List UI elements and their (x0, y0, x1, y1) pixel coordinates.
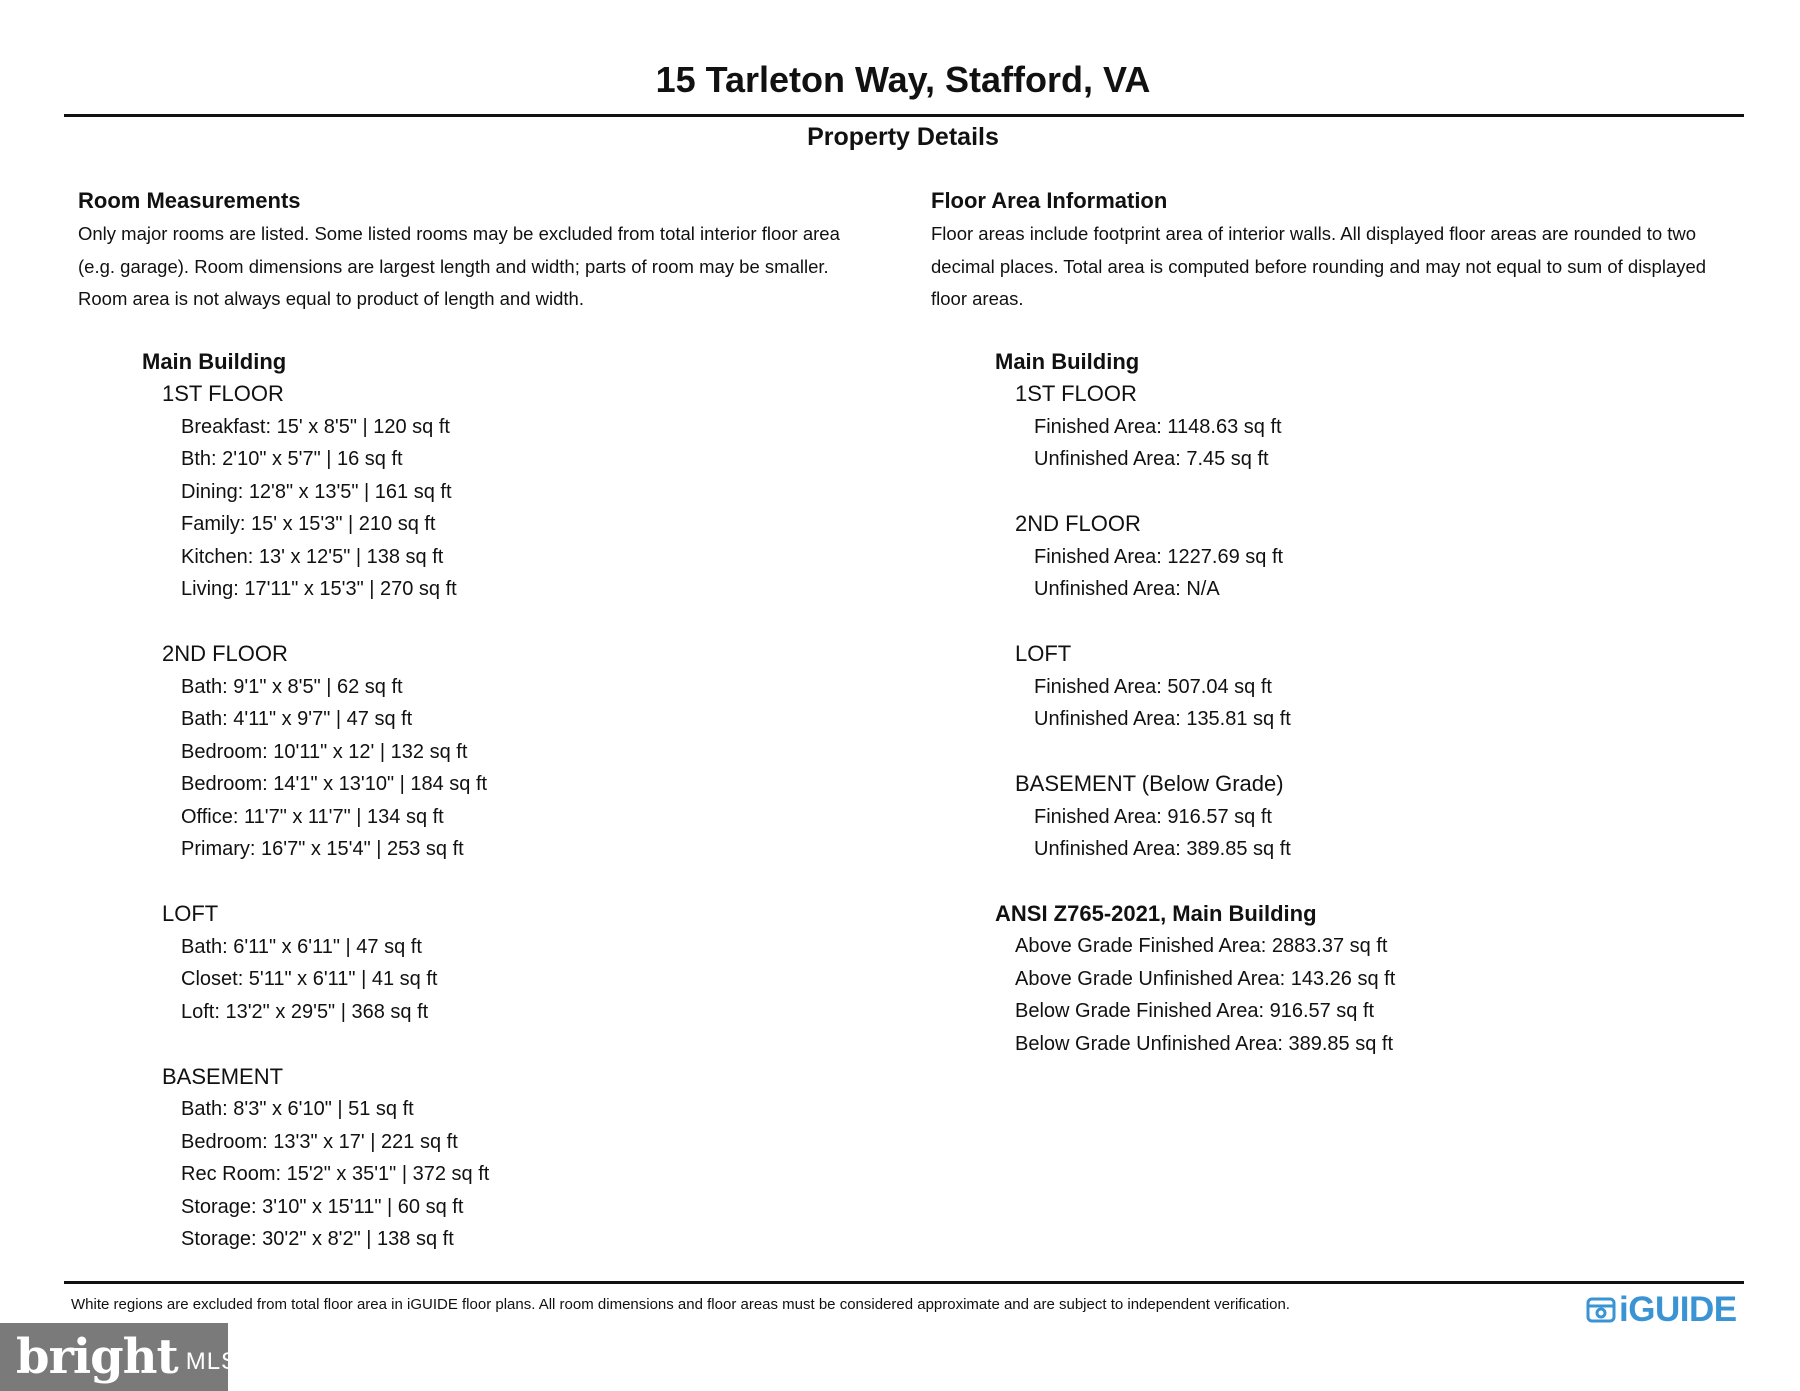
finished-area-entry: Finished Area: 1227.69 sq ft (1034, 545, 1284, 568)
room-entry: Primary: 16'7" x 15'4" | 253 sq ft (181, 838, 464, 860)
room-entry: Breakfast: 15' x 8'5" | 120 sq ft (181, 415, 450, 438)
area-floor-group (931, 768, 1761, 866)
building-name: Main Building (995, 348, 1140, 374)
room-entry: Bath: 8'3" x 6'10" | 51 sq ft (181, 1098, 414, 1120)
bright-mls-watermark (0, 1323, 239, 1391)
floor-name: 1ST FLOOR (162, 381, 284, 406)
ansi-list (931, 930, 1761, 1060)
footer-disclaimer: White regions are excluded from total floor area in iGUIDE floor plans. All room dimensions and floor areas must be considered approximate and are subject to independent verification. (71, 1296, 1290, 1313)
floor-name: 2ND FLOOR (1015, 511, 1141, 536)
ansi-entry: Above Grade Unfinished Area: 143.26 sq ft (1015, 967, 1396, 990)
room-measurements-description (78, 218, 888, 316)
page-subtitle: Property Details (807, 123, 999, 151)
description-line: (e.g. garage). Room dimensions are largest length and width; parts of room may be smaller. (78, 255, 829, 277)
floor-name: 2ND FLOOR (162, 641, 288, 666)
floor-area-description (931, 218, 1761, 316)
area-floor-group (931, 378, 1761, 476)
floor-name: BASEMENT (Below Grade) (1015, 771, 1284, 796)
description-line: floor areas. (931, 288, 1024, 309)
room-entry: Closet: 5'11" x 6'11" | 41 sq ft (181, 968, 438, 990)
floor-name: BASEMENT (162, 1063, 284, 1089)
description-line: Floor areas include footprint area of interior walls. All displayed floor areas are rounded to two (931, 223, 1697, 244)
room-list (78, 931, 888, 1029)
mls-wordmark: MLS (185, 1348, 239, 1375)
floor-name: LOFT (1015, 641, 1072, 666)
room-floor-group (78, 1061, 888, 1256)
room-entry: Storage: 30'2" x 8'2" | 138 sq ft (181, 1228, 454, 1250)
iguide-wordmark: iGUIDE (1619, 1290, 1737, 1329)
finished-area-entry: Finished Area: 507.04 sq ft (1034, 675, 1272, 698)
area-floor-group (931, 638, 1761, 736)
finished-area-entry: Finished Area: 916.57 sq ft (1034, 805, 1272, 828)
room-floor-group (78, 378, 888, 606)
floor-name: LOFT (162, 901, 219, 926)
room-entry: Storage: 3'10" x 15'11" | 60 sq ft (181, 1195, 464, 1218)
room-entry: Bth: 2'10" x 5'7" | 16 sq ft (181, 448, 403, 470)
iguide-camera-icon (1586, 1295, 1616, 1325)
room-entry: Living: 17'11" x 15'3" | 270 sq ft (181, 578, 457, 600)
ansi-entry: Below Grade Finished Area: 916.57 sq ft (1015, 1000, 1375, 1022)
unfinished-area-entry: Unfinished Area: N/A (1034, 578, 1220, 600)
room-entry: Loft: 13'2" x 29'5" | 368 sq ft (181, 1000, 429, 1023)
description-line: Room area is not always equal to product of length and width. (78, 288, 584, 309)
room-entry: Rec Room: 15'2" x 35'1" | 372 sq ft (181, 1163, 490, 1185)
room-entry: Bath: 9'1" x 8'5" | 62 sq ft (181, 675, 403, 698)
room-list (78, 671, 888, 866)
description-line: Only major rooms are listed. Some listed rooms may be excluded from total interior floor area (78, 223, 840, 244)
room-entry: Office: 11'7" x 11'7" | 134 sq ft (181, 805, 444, 828)
room-entry: Bath: 4'11" x 9'7" | 47 sq ft (181, 708, 413, 730)
bright-wordmark: bright (16, 1329, 178, 1385)
floor-area-heading: Floor Area Information (931, 188, 1168, 213)
ansi-entry: Below Grade Unfinished Area: 389.85 sq ft (1015, 1032, 1394, 1055)
floor-area-section (931, 186, 1761, 1060)
unfinished-area-entry: Unfinished Area: 389.85 sq ft (1034, 838, 1291, 860)
area-floor-list (931, 378, 1761, 866)
building-name: Main Building (142, 348, 287, 374)
finished-area-entry: Finished Area: 1148.63 sq ft (1034, 415, 1282, 438)
page-title: 15 Tarleton Way, Stafford, VA (655, 59, 1151, 100)
description-line: decimal places. Total area is computed before rounding and may not equal to sum of displayed (931, 255, 1707, 277)
unfinished-area-entry: Unfinished Area: 7.45 sq ft (1034, 448, 1269, 470)
floor-name: 1ST FLOOR (1015, 381, 1137, 406)
room-entry: Bedroom: 14'1" x 13'10" | 184 sq ft (181, 773, 488, 795)
room-entry: Bedroom: 10'11" x 12' | 132 sq ft (181, 740, 468, 763)
room-floor-list (78, 378, 888, 1256)
ansi-heading: ANSI Z765-2021, Main Building (995, 900, 1317, 926)
room-entry: Dining: 12'8" x 13'5" | 161 sq ft (181, 480, 452, 503)
room-list (78, 411, 888, 606)
header-divider (64, 114, 1744, 117)
room-entry: Kitchen: 13' x 12'5" | 138 sq ft (181, 545, 444, 568)
footer-divider (64, 1281, 1744, 1284)
room-measurements-heading: Room Measurements (78, 188, 301, 213)
ansi-entry: Above Grade Finished Area: 2883.37 sq ft (1015, 935, 1388, 957)
room-floor-group (78, 638, 888, 866)
iguide-logo (1586, 1290, 1737, 1330)
unfinished-area-entry: Unfinished Area: 135.81 sq ft (1034, 708, 1291, 730)
room-floor-group (78, 898, 888, 1028)
room-entry: Family: 15' x 15'3" | 210 sq ft (181, 513, 436, 535)
room-entry: Bath: 6'11" x 6'11" | 47 sq ft (181, 935, 422, 958)
area-floor-group (931, 508, 1761, 606)
room-list (78, 1093, 888, 1256)
room-measurements-section (78, 186, 888, 1288)
room-entry: Bedroom: 13'3" x 17' | 221 sq ft (181, 1130, 458, 1153)
